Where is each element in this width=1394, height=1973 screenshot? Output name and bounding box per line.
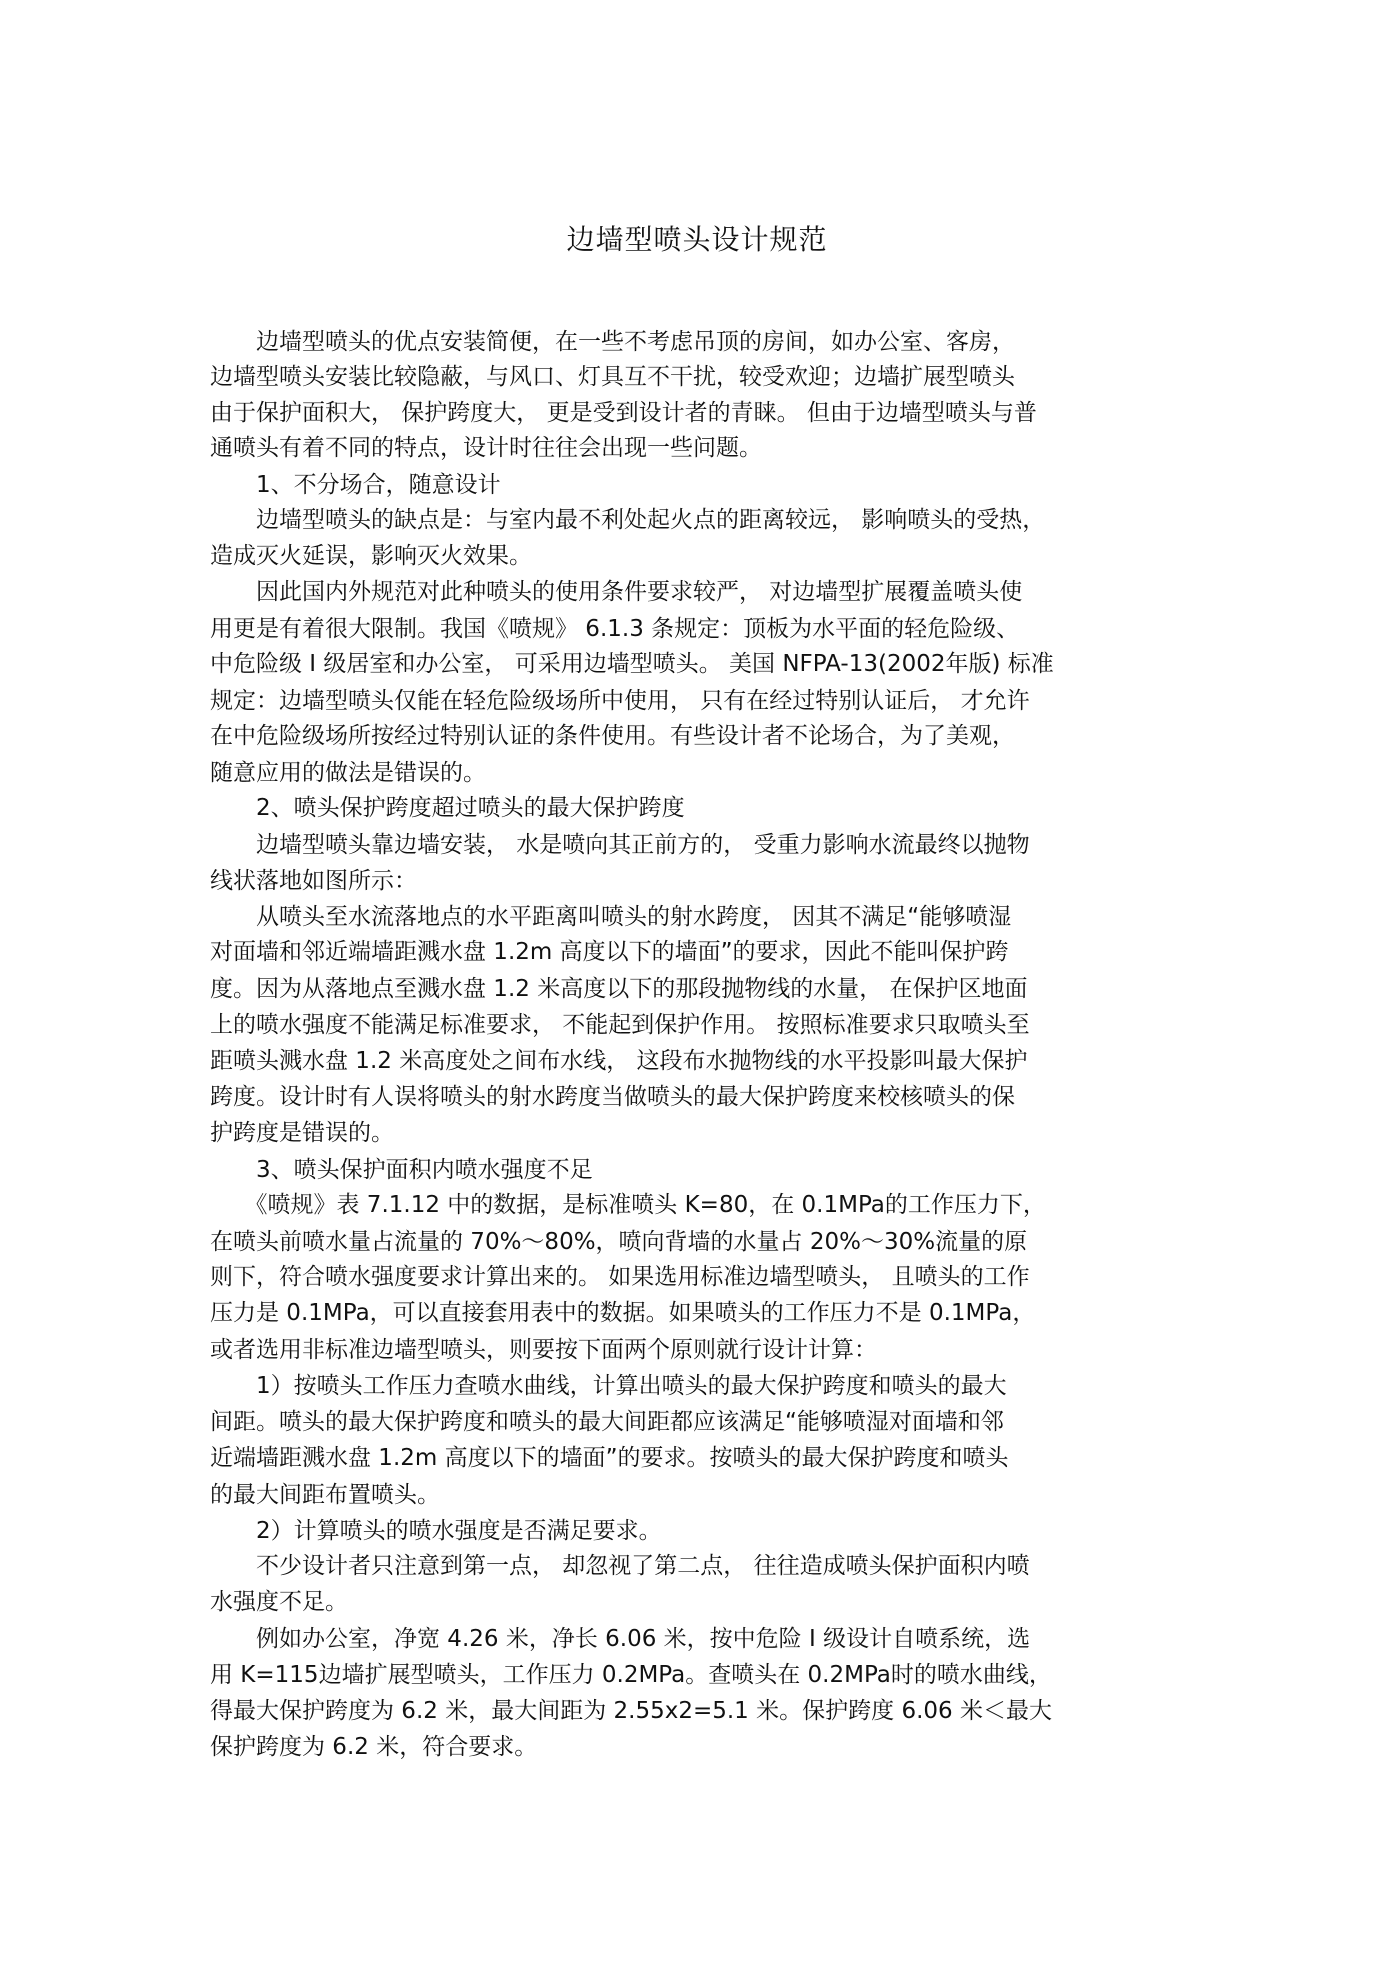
body-text-line: 1、不分场合，随意设计 — [210, 472, 501, 498]
body-text-line: 2、喷头保护跨度超过喷头的最大保护跨度 — [210, 795, 685, 821]
body-text-line: 得最大保护跨度为 6.2 米，最大间距为 2.55x2=5.1 米。保护跨度 6.06 米＜最大 — [210, 1698, 1052, 1724]
body-text-line: 距喷头溅水盘 1.2 米高度处之间布水线， 这段布水抛物线的水平投影叫最大保护 — [210, 1048, 1028, 1074]
body-text-line: 《喷规》表 7.1.12 中的数据，是标准喷头 K=80，在 0.1MPa的工作压力下， — [210, 1192, 1046, 1218]
body-text-line: 近端墙距溅水盘 1.2m 高度以下的墙面”的要求。按喷头的最大保护跨度和喷头 — [210, 1445, 1009, 1471]
body-text-line: 边墙型喷头的缺点是：与室内最不利处起火点的距离较远， 影响喷头的受热， — [210, 507, 1046, 533]
body-text-line: 对面墙和邻近端墙距溅水盘 1.2m 高度以下的墙面”的要求，因此不能叫保护跨 — [210, 939, 1009, 965]
body-text-line: 或者选用非标准边墙型喷头，则要按下面两个原则就行设计计算： — [210, 1337, 877, 1363]
body-text-line: 间距。喷头的最大保护跨度和喷头的最大间距都应该满足“能够喷湿对面墙和邻 — [210, 1409, 1004, 1435]
body-text-line: 由于保护面积大， 保护跨度大， 更是受到设计者的青睐。 但由于边墙型喷头与普 — [210, 400, 1037, 426]
body-text-line: 则下，符合喷水强度要求计算出来的。 如果选用标准边墙型喷头， 且喷头的工作 — [210, 1264, 1030, 1290]
body-text-line: 造成灭火延误，影响灭火效果。 — [210, 543, 532, 569]
body-text-line: 用更是有着很大限制。我国《喷规》 6.1.3 条规定：顶板为水平面的轻危险级、 — [210, 616, 1020, 642]
body-text-line: 在中危险级场所按经过特别认证的条件使用。有些设计者不论场合，为了美观， — [210, 723, 1015, 749]
body-text-line: 用 K=115边墙扩展型喷头，工作压力 0.2MPa。查喷头在 0.2MPa时的喷水曲线， — [210, 1662, 1052, 1688]
body-text-line: 的最大间距布置喷头。 — [210, 1482, 440, 1508]
document-title: 边墙型喷头设计规范 — [566, 223, 828, 256]
body-text-line: 通喷头有着不同的特点，设计时往往会出现一些问题。 — [210, 435, 762, 461]
body-text-line: 随意应用的做法是错误的。 — [210, 760, 486, 786]
body-text-line: 规定：边墙型喷头仅能在轻危险级场所中使用， 只有在经过特别认证后， 才允许 — [210, 688, 1030, 714]
body-text-line: 1）按喷头工作压力查喷水曲线，计算出喷头的最大保护跨度和喷头的最大 — [210, 1373, 1007, 1399]
body-text-line: 保护跨度为 6.2 米，符合要求。 — [210, 1734, 538, 1760]
body-text-line: 不少设计者只注意到第一点， 却忽视了第二点， 往往造成喷头保护面积内喷 — [210, 1553, 1030, 1579]
body-text-line: 因此国内外规范对此种喷头的使用条件要求较严， 对边墙型扩展覆盖喷头使 — [210, 579, 1023, 605]
body-text-line: 2）计算喷头的喷水强度是否满足要求。 — [210, 1518, 662, 1544]
body-text-line: 护跨度是错误的。 — [210, 1120, 394, 1146]
body-text-line: 跨度。设计时有人误将喷头的射水跨度当做喷头的最大保护跨度来校核喷头的保 — [210, 1084, 1015, 1110]
body-text-line: 例如办公室，净宽 4.26 米，净长 6.06 米，按中危险 Ⅰ 级设计自喷系统，选 — [210, 1626, 1031, 1652]
body-text-line: 线状落地如图所示： — [210, 868, 417, 894]
body-text-line: 中危险级 Ⅰ 级居室和办公室， 可采用边墙型喷头。 美国 NFPA-13(2002年版) 标准 — [210, 651, 1054, 677]
body-text-line: 边墙型喷头靠边墙安装， 水是喷向其正前方的， 受重力影响水流最终以抛物 — [210, 832, 1030, 858]
body-text-line: 在喷头前喷水量占流量的 70%～80%，喷向背墙的水量占 20%～30%流量的原 — [210, 1229, 1028, 1255]
body-text-line: 边墙型喷头的优点安装简便，在一些不考虑吊顶的房间，如办公室、客房， — [210, 329, 1015, 355]
body-text-line: 从喷头至水流落地点的水平距离叫喷头的射水跨度， 因其不满足“能够喷湿 — [210, 904, 1012, 930]
body-text-line: 度。因为从落地点至溅水盘 1.2 米高度以下的那段抛物线的水量， 在保护区地面 — [210, 976, 1028, 1002]
body-text-line: 边墙型喷头安装比较隐蔽，与风口、灯具互不干扰，较受欢迎；边墙扩展型喷头 — [210, 364, 1015, 390]
body-text-line: 水强度不足。 — [210, 1589, 348, 1615]
body-text-line: 压力是 0.1MPa，可以直接套用表中的数据。如果喷头的工作压力不是 0.1MPa， — [210, 1300, 1036, 1326]
body-text-line: 3、喷头保护面积内喷水强度不足 — [210, 1157, 593, 1183]
body-text-line: 上的喷水强度不能满足标准要求， 不能起到保护作用。 按照标准要求只取喷头至 — [210, 1012, 1030, 1038]
